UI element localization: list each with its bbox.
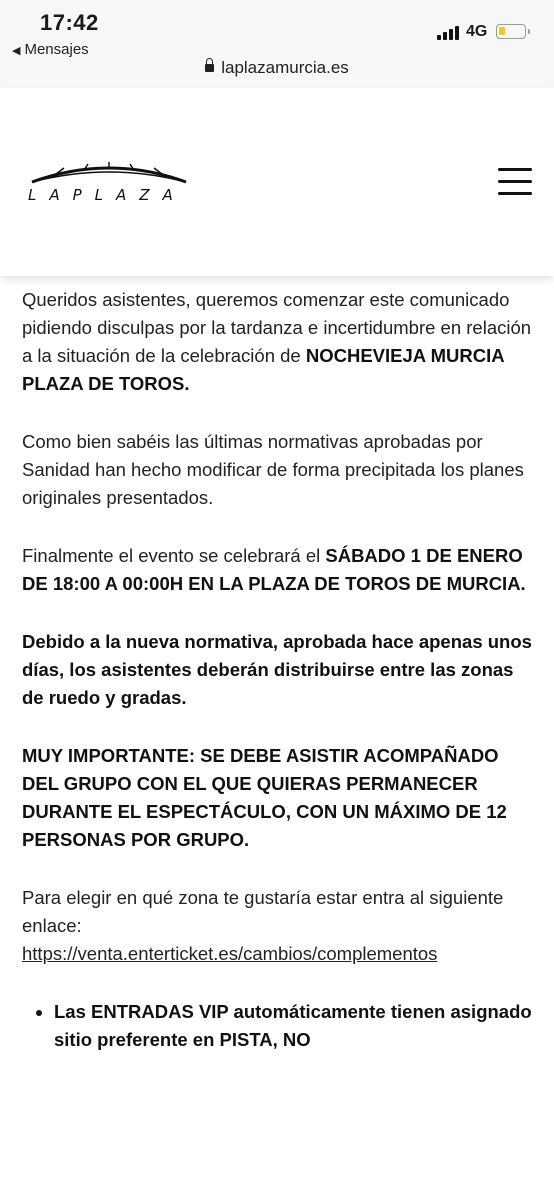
logo-wordmark: LAPLAZA: [28, 186, 186, 204]
network-type: 4G: [466, 23, 488, 40]
info-list: [22, 998, 534, 1054]
back-arrow-icon: ◀: [12, 45, 21, 57]
list-item: • Las ENTRADAS VIP automáticamente tienen asignado sitio preferente en PISTA, NO: [54, 998, 534, 1054]
clock: 17:42: [40, 10, 99, 35]
back-to-app-button[interactable]: [12, 41, 89, 58]
address-bar[interactable]: [0, 58, 554, 78]
lock-icon: [205, 64, 214, 72]
hamburger-menu-button[interactable]: [498, 168, 534, 198]
signal-icon: [437, 26, 463, 40]
arch-logo-icon: [24, 160, 194, 186]
article-body: [22, 286, 534, 1054]
paragraph-distribution: Debido a la nueva normativa, aprobada hace apenas unos días, los asistentes deberán distribuirse entre las zonas de ruedo y gradas.: [22, 631, 532, 708]
paragraph-regulations: Como bien sabéis las últimas normativas aprobadas por Sanidad han hecho modificar de forma precipitada los planes originales presentados.: [22, 431, 524, 508]
battery-icon: [496, 24, 526, 39]
ios-status-bar: [0, 0, 554, 88]
paragraph-intro: Queridos asistentes, queremos comenzar este comunicado pidiendo disculpas por la tardanza e incertidumbre en relación a la situación de la celebración de NOCHEVIEJA MURCIA PLAZA DE TOROS.: [22, 289, 532, 394]
site-header: [0, 88, 554, 276]
paragraph-date: Finalmente el evento se celebrará el SÁBADO 1 DE ENERO DE 18:00 A 00:00H EN LA PLAZA DE TOROS DE MURCIA.: [22, 545, 526, 594]
event-date: SÁBADO 1 DE ENERO DE 18:00 A 00:00H EN LA PLAZA DE TOROS DE MURCIA.: [22, 545, 526, 594]
paragraph-important: MUY IMPORTANTE: SE DEBE ASISTIR ACOMPAÑADO DEL GRUPO CON EL QUE QUIERAS PERMANECER DURANTE EL ESPECTÁCULO, CON UN MÁXIMO DE 12 PERSONAS POR GRUPO.: [22, 745, 507, 850]
event-name: NOCHEVIEJA MURCIA PLAZA DE TOROS.: [22, 345, 504, 394]
complementos-link[interactable]: https://venta.enterticket.es/cambios/complementos: [22, 943, 438, 964]
back-app-label: Mensajes: [24, 41, 89, 58]
paragraph-link: Para elegir en qué zona te gustaría estar entra al siguiente enlace: https://venta.enterticket.es/cambios/complementos: [22, 887, 504, 964]
url-text: laplazamurcia.es: [221, 58, 349, 77]
